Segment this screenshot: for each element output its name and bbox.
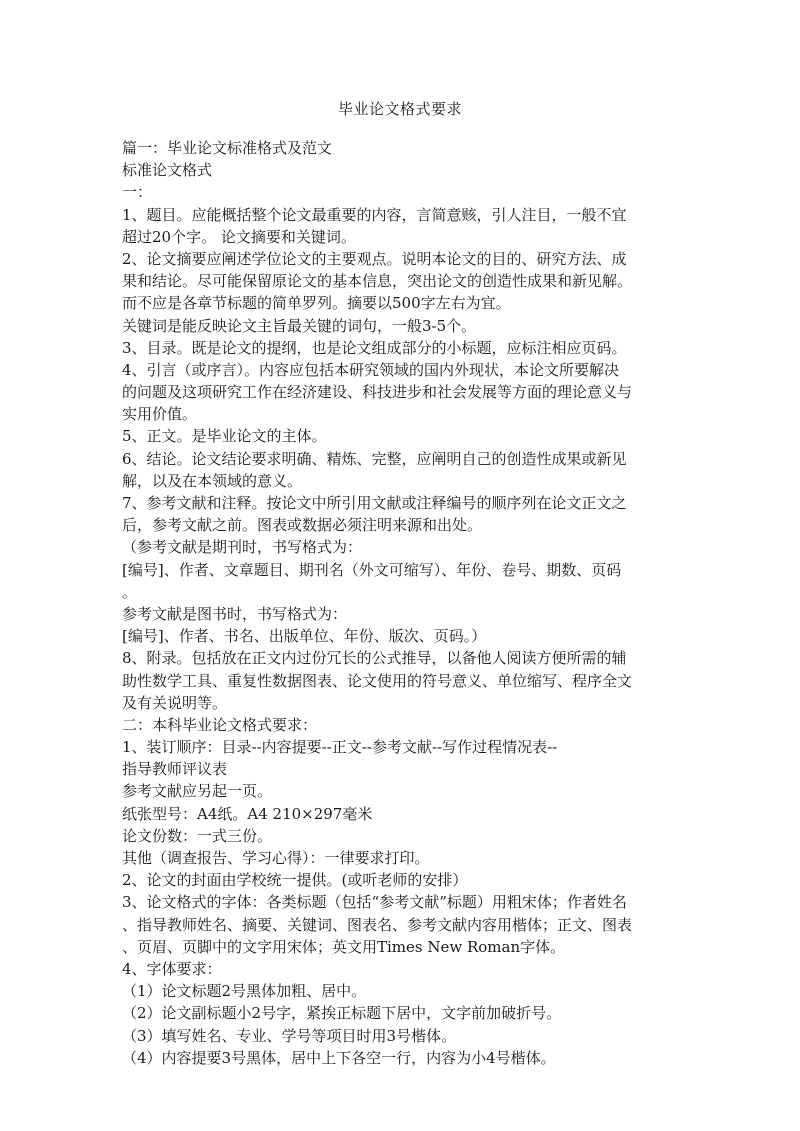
- body-text-line: 参考文献应另起一页。: [122, 782, 273, 801]
- body-text-line: 一：: [122, 183, 153, 202]
- body-text-line: 。: [122, 582, 138, 601]
- body-text-line: 2、论文摘要应阐述学位论文的主要观点。说明本论文的目的、研究方法、成: [122, 249, 627, 268]
- body-text-line: 其他（调查报告、学习心得）：一律要求打印。: [122, 849, 430, 867]
- body-text-line: 标准论文格式: [122, 161, 213, 180]
- body-text-line: 论文份数：一式三份。: [122, 826, 273, 845]
- body-text-line: 的问题及这项研究工作在经济建设、科技进步和社会发展等方面的理论意义与: [122, 383, 633, 402]
- body-text-line: 二：本科毕业论文格式要求：: [122, 715, 318, 734]
- body-text-line: 篇一：毕业论文标准格式及范文: [122, 139, 333, 157]
- body-text-line: [编号]、作者、文章题目、期刊名（外文可缩写）、年份、卷号、期数、页码: [122, 560, 622, 579]
- body-text-line: 6、结论。论文结论要求明确、精炼、完整，应阐明自己的创造性成果或新见: [122, 449, 627, 468]
- body-text-line: （4）内容提要3号黑体，居中上下各空一行，内容为小4号楷体。: [122, 1048, 556, 1067]
- body-text-line: 7、参考文献和注释。按论文中所引用文献或注释编号的顺序列在论文正文之: [122, 494, 627, 512]
- document-title: 毕业论文格式要求: [337, 100, 462, 118]
- body-text-line: 8、附录。包括放在正文内过份冗长的公式推导，以备他人阅读方便所需的辅: [122, 649, 627, 668]
- body-text-line: 4、引言（或序言）。内容应包括本研究领域的国内外现状，本论文所要解决: [122, 360, 620, 379]
- body-text-line: 4、字体要求：: [122, 959, 222, 978]
- body-text-line: 助性数学工具、重复性数据图表、论文使用的符号意义、单位缩写、程序全文: [122, 671, 633, 690]
- body-text-line: 5、正文。是毕业论文的主体。: [122, 427, 327, 446]
- body-text-line: 3、目录。既是论文的提纲，也是论文组成部分的小标题，应标注相应页码。: [122, 338, 627, 357]
- body-text-line: 后，参考文献之前。图表或数据必须注明来源和出处。: [122, 516, 483, 535]
- body-text-line: （2）论文副标题小2号字，紧挨正标题下居中，文字前加破折号。: [122, 1004, 562, 1023]
- body-text-line: 指导教师评议表: [122, 760, 228, 779]
- body-text-line: 及有关说明等。: [122, 693, 228, 712]
- body-text-line: 实用价值。: [122, 405, 198, 424]
- document-body: [122, 137, 678, 1069]
- body-text-line: （3）填写姓名、专业、学号等项目时用3号楷体。: [122, 1026, 457, 1045]
- body-text-line: 果和结论。尽可能保留原论文的基本信息，突出论文的创造性成果和新见解。: [122, 272, 633, 291]
- body-text-line: 解，以及在本领域的意义。: [122, 471, 303, 490]
- body-text-line: 3、论文格式的字体：各类标题（包括“参考文献”标题）用粗宋体；作者姓名: [122, 893, 627, 912]
- body-text-line: 超过20个字。 论文摘要和关键词。: [122, 227, 356, 246]
- body-text-line: 而不应是各章节标题的简单罗列。摘要以500字左右为宜。: [122, 294, 511, 313]
- body-text-line: [编号]、作者、书名、出版单位、年份、版次、页码。）: [122, 627, 487, 646]
- body-text-line: 1、题目。应能概括整个论文最重要的内容，言简意赅，引人注目，一般不宜: [122, 205, 627, 224]
- body-text-line: 参考文献是图书时，书写格式为：: [122, 604, 348, 623]
- body-text-line: 关键词是能反映论文主旨最关键的词句，一般3-5个。: [122, 316, 477, 335]
- body-text-line: 、页眉、页脚中的文字用宋体；英文用Times New Roman字体。: [122, 937, 566, 956]
- body-text-line: （参考文献是期刊时，书写格式为：: [122, 538, 363, 557]
- body-text-line: 、指导教师姓名、摘要、关键词、图表名、参考文献内容用楷体；正文、图表: [122, 915, 633, 934]
- body-text-line: 2、论文的封面由学校统一提供。(或听老师的安排）: [122, 871, 468, 890]
- body-text-line: 纸张型号：A4纸。A4 210×297毫米: [122, 804, 373, 823]
- body-text-line: 1、装订顺序：目录--内容提要--正文--参考文献--写作过程情况表--: [122, 738, 558, 757]
- body-text-line: （1）论文标题2号黑体加粗、居中。: [122, 982, 367, 1001]
